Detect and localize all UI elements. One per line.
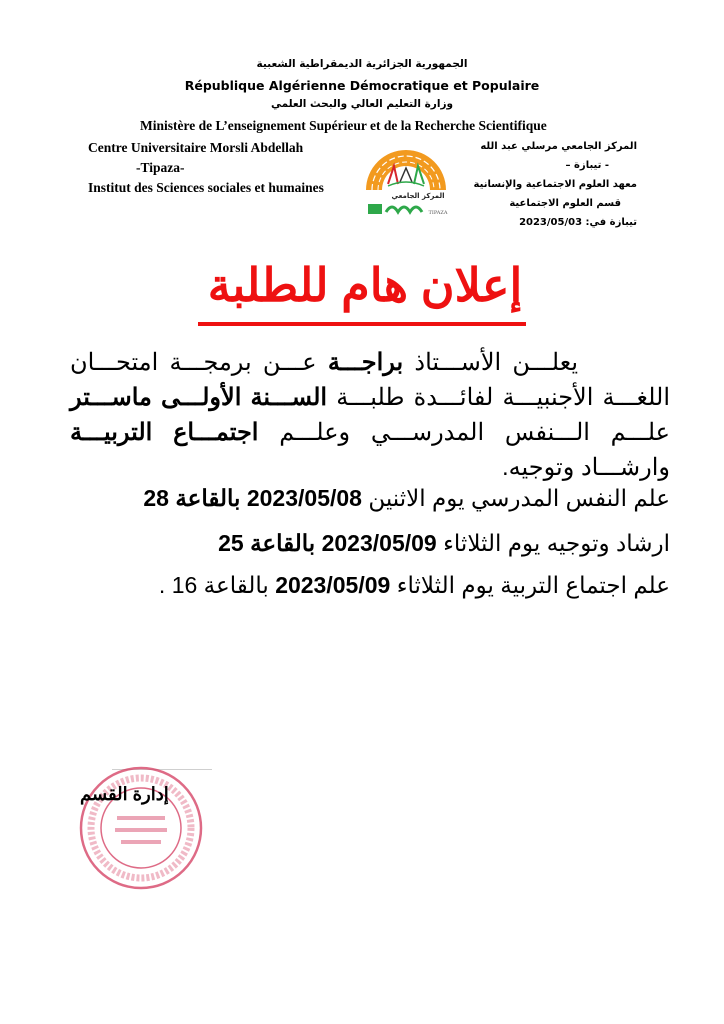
schedule-date: 2023/05/09 — [321, 530, 437, 556]
header-french-republic: République Algérienne Démocratique et Populaire — [184, 78, 540, 93]
institute-name-ar: معهد العلوم الاجتماعية والإنسانية — [473, 179, 637, 190]
schedule-date: 2023/05/08 — [246, 485, 362, 511]
department-name-ar: قسم العلوم الاجتماعية — [509, 198, 621, 209]
body-text-4: وارشـــاد وتوجيه. — [502, 454, 670, 481]
body-text-1: يعلـــن الأســـتاذ — [403, 349, 578, 376]
announcement-title: إعلان هام للطلبة — [207, 259, 523, 311]
official-stamp-icon — [75, 758, 215, 898]
date-label: تيبازة في: — [585, 217, 637, 228]
institution-name-fr: Centre Universitaire Morsli Abdellah — [88, 140, 304, 155]
schedule-room: بالقاعة 28 — [143, 485, 247, 511]
signature-department-administration: إدارة القسم — [80, 784, 169, 804]
professor-name: براجـــة — [327, 349, 404, 376]
logo-arabic-name: المركز الجامعي — [391, 192, 445, 200]
date-value: 2023/05/03 — [519, 217, 583, 228]
header-french-ministry: Ministère de L’enseignement Supérieur et de la Recherche Scientifique — [140, 118, 547, 133]
title-underline — [198, 322, 526, 326]
specialty-name: اجتمـــاع التربيـــة — [70, 419, 259, 446]
institution-arabic-block — [417, 137, 637, 232]
schedule-item — [110, 570, 670, 600]
institute-name-fr: Institut des Sciences sociales et humaines — [88, 180, 324, 195]
schedule-item — [110, 528, 670, 558]
target-year: الســـنة الأولـــى ماســـتر — [70, 384, 328, 411]
schedule-item — [110, 483, 670, 513]
schedule-subject-day: ارشاد وتوجيه يوم الثلاثاء — [436, 530, 670, 556]
schedule-subject-day: علم النفس المدرسي يوم الاثنين — [361, 485, 670, 511]
body-text-2: عـــن برمجـــة امتحـــان اللغـــة الأجنبيـــة لفائـــدة طلبـــة — [70, 349, 671, 411]
announcement-body — [70, 345, 670, 485]
institution-french-block — [88, 138, 324, 198]
schedule-room: بالقاعة 16 . — [158, 572, 276, 598]
document-date — [417, 213, 637, 232]
body-text-3: علـــم الـــنفس المدرســـي وعلـــم — [258, 419, 670, 446]
header-arabic-ministry: وزارة التعليم العالي والبحث العلمي — [270, 98, 454, 110]
schedule-date: 2023/05/09 — [275, 572, 391, 598]
institution-city-fr: -Tipaza- — [136, 160, 185, 175]
institution-city-ar: - تيبازة – — [565, 160, 609, 171]
logo-latin-name: TIPAZA — [428, 210, 448, 216]
schedule-room: بالقاعة 25 — [218, 530, 322, 556]
header-arabic-republic: الجمهورية الجزائرية الديمقراطية الشعبية — [256, 58, 468, 70]
institution-name-ar: المركز الجامعي مرسلي عبد الله — [480, 141, 637, 152]
schedule-subject-day: علم اجتماع التربية يوم الثلاثاء — [390, 572, 670, 598]
